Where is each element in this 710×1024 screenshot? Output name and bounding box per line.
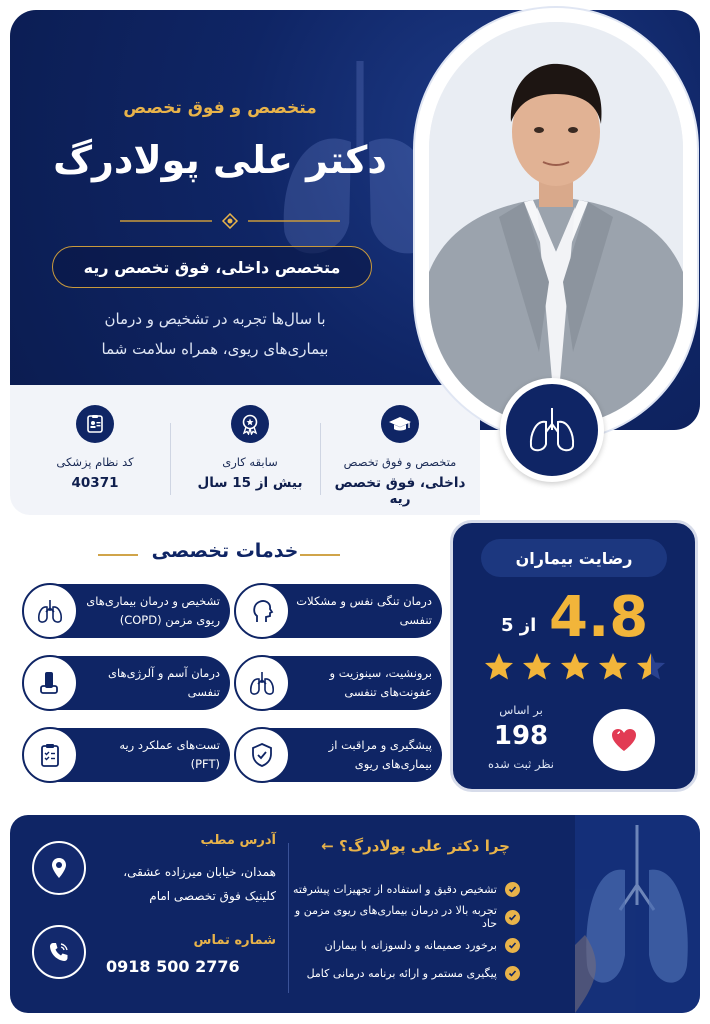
check-icon [505, 938, 520, 953]
ornament-divider-icon [100, 213, 360, 229]
stat-experience [175, 405, 325, 491]
inhaler-icon [22, 655, 78, 711]
phone-icon [32, 925, 86, 979]
stat-medical-code [20, 405, 170, 491]
service-line: (PFT) [190, 757, 220, 771]
rating-card [450, 520, 698, 792]
stat-value: 40371 [71, 475, 119, 491]
service-line: تشخیص و درمان بیماری‌های [86, 594, 220, 608]
stat-label: کد نظام پزشکی [56, 455, 134, 469]
why-item [280, 875, 520, 903]
footer-panel [10, 815, 700, 1013]
heart-icon [593, 709, 655, 771]
photo-frame [415, 8, 697, 440]
service-line: تست‌های عملکرد ریه [119, 738, 220, 752]
service-line: درمان آسم و آلرژی‌های [108, 666, 220, 680]
lungs-badge [500, 378, 604, 482]
doctor-photo [429, 22, 683, 426]
service-line: تنفسی [399, 613, 432, 627]
service-text [80, 728, 220, 782]
stat-divider [320, 423, 321, 495]
shield-check-icon [234, 727, 290, 783]
service-card [254, 584, 442, 638]
rating-basis: بر اساس [499, 703, 543, 717]
location-pin-icon [32, 841, 86, 895]
head-profile-icon [234, 583, 290, 639]
services-title: خدمات تخصصی [151, 540, 299, 562]
rating-count-sub: نظر ثبت شده [488, 757, 554, 771]
service-line: پیشگیری و مراقبت از [328, 738, 432, 752]
doctor-name: دکتر علی پولادرگ [53, 138, 387, 182]
service-line: عفونت‌های تنفسی [344, 685, 432, 699]
service-line: درمان تنگی نفس و مشکلات [296, 594, 432, 608]
service-card [254, 728, 442, 782]
service-line: ریوی مزمن (COPD) [119, 613, 220, 627]
specialty-pill: متخصص داخلی، فوق تخصص ریه [52, 246, 372, 288]
lungs-icon [234, 655, 290, 711]
service-card [42, 656, 230, 710]
rating-score: 4.8 [549, 585, 649, 650]
why-item [280, 959, 520, 987]
why-item-text: برخورد صمیمانه و دلسوزانه با بیماران [324, 938, 497, 952]
why-item-text: تشخیص دقیق و استفاده از تجهیزات پیشرفته [292, 882, 497, 896]
tagline-line-2: بیماری‌های ریوی، همراه سلامت شما [101, 340, 329, 358]
service-line: تنفسی [187, 685, 220, 699]
service-card [42, 728, 230, 782]
clipboard-icon [22, 727, 78, 783]
check-icon [505, 882, 520, 897]
service-card [254, 656, 442, 710]
rating-out-of: از 5 [501, 615, 537, 636]
service-line: بیماری‌های ریوی [354, 757, 432, 771]
tagline [50, 304, 380, 364]
stat-value: داخلی، فوق تخصص ریه [334, 475, 466, 507]
rating-count: 198 [493, 721, 549, 751]
address-line-2: کلینیک فوق تخصصی امام [149, 889, 276, 903]
phone-number[interactable]: 0918 500 2776 [106, 957, 240, 976]
graduation-cap-icon [381, 405, 419, 443]
tagline-line-1: با سال‌ها تجربه در تشخیص و درمان [104, 310, 326, 328]
check-icon [505, 966, 520, 981]
service-text [292, 656, 432, 710]
service-text [80, 656, 220, 710]
service-text [292, 584, 432, 638]
why-title [321, 837, 510, 855]
hero-subtitle: متخصص و فوق تخصص [123, 98, 317, 118]
why-item-text: پیگیری مستمر و ارائه برنامه درمانی کامل [306, 966, 497, 980]
service-line: برونشیت، سینوزیت و [329, 666, 432, 680]
lungs-icon [22, 583, 78, 639]
rating-title: رضایت بیماران [481, 539, 667, 577]
service-text [292, 728, 432, 782]
lungs-icon [524, 402, 580, 458]
phone-label: شماره تماس [193, 933, 276, 948]
doctor-portrait-icon [429, 22, 683, 426]
service-text [80, 584, 220, 638]
star-rating-icon [483, 651, 673, 683]
stat-label: سابقه کاری [222, 455, 278, 469]
title-ornament-line [300, 554, 340, 556]
why-item [280, 931, 520, 959]
stat-divider [170, 423, 171, 495]
address-label: آدرس مطب [200, 833, 276, 848]
why-title-text: چرا دکتر علی پولادرگ؟ [339, 837, 510, 855]
why-item-text: تجربه بالا در درمان بیماری‌های ریوی مزمن و حاد [294, 904, 497, 930]
footer-divider [288, 843, 289, 993]
service-card [42, 584, 230, 638]
chest-xray-icon [575, 815, 700, 1013]
arrow-left-icon: ← [321, 837, 334, 855]
stat-label: متخصص و فوق تخصص [343, 455, 457, 469]
check-icon [505, 910, 520, 925]
stat-specialty [325, 405, 475, 507]
address-line-1: همدان، خیابان میرزاده عشقی، [123, 865, 276, 879]
award-icon [231, 405, 269, 443]
why-list [280, 875, 520, 987]
stats-strip [10, 385, 480, 515]
stat-value: بیش از 15 سال [197, 475, 303, 491]
id-badge-icon [76, 405, 114, 443]
why-item [280, 903, 520, 931]
